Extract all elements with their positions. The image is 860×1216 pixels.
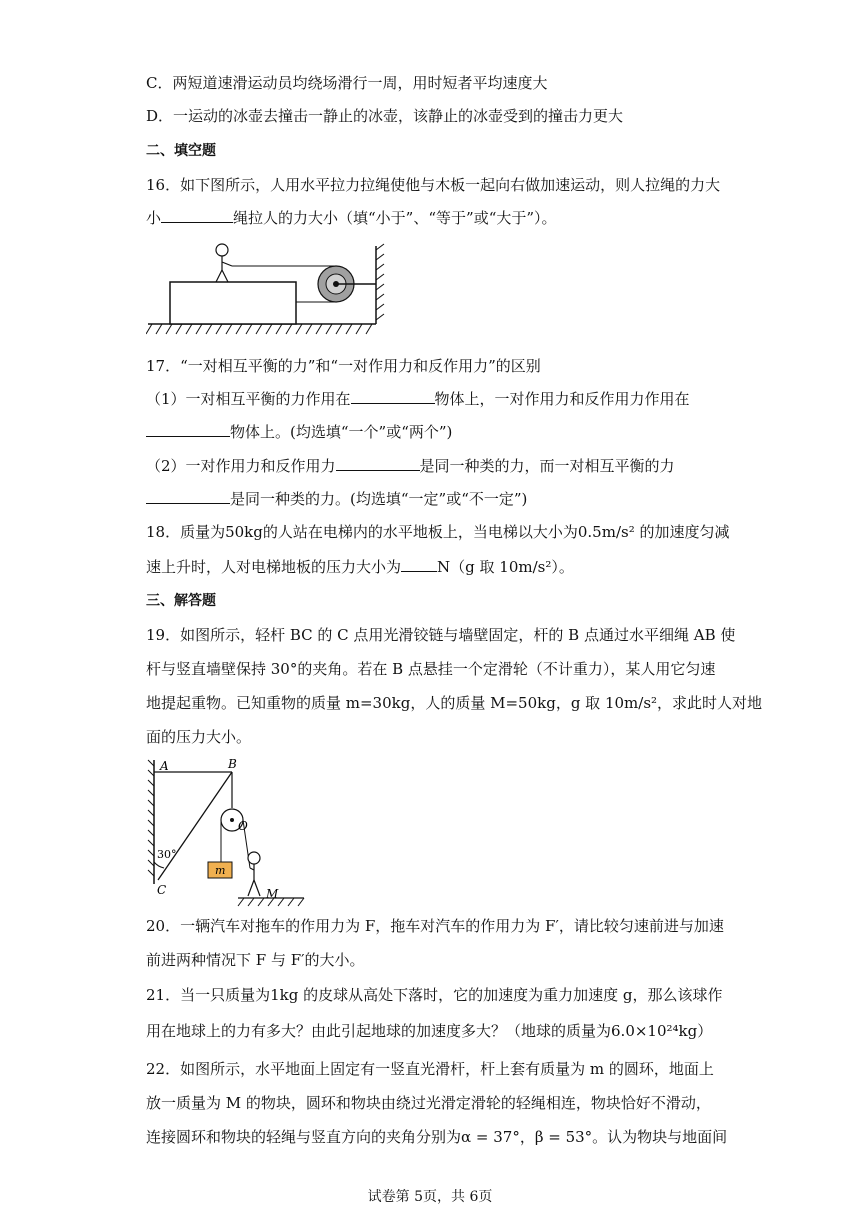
q19-label-c: C [157, 883, 167, 897]
q20-line2: 前进两种情况下 F 与 F′的大小。 [146, 951, 365, 969]
q17-part2-tail: 是同一种类的力。(均选填“一定”或“不一定”) [230, 490, 528, 508]
q22-line3: 连接圆环和物块的轻绳与竖直方向的夹角分别为α = 37°，β = 53°。认为物块与地面间 [146, 1128, 728, 1146]
q17-part2-pre: （2）一对作用力和反作用力 [146, 457, 336, 475]
q17-blank1[interactable] [351, 387, 435, 404]
q18-blank[interactable] [401, 555, 437, 572]
q19-line3: 地提起重物。已知重物的质量 m=30kg，人的质量 M=50kg，g 取 10m/s²，求此时人对地 [146, 694, 763, 712]
q19-label-mm: M [266, 887, 279, 901]
option-d: D．一运动的冰壶去撞击一静止的冰壶，该静止的冰壶受到的撞击力更大 [146, 107, 624, 125]
option-c: C．两短道速滑运动员均绕场滑行一周，用时短者平均速度大 [146, 74, 548, 92]
q17-part1-pre: （1）一对相互平衡的力作用在 [146, 390, 351, 408]
q22-line2: 放一质量为 M 的物块，圆环和物块由绕过光滑定滑轮的轻绳相连，物块恰好不滑动， [146, 1094, 711, 1112]
q19-label-o: O [238, 819, 248, 833]
q16-line2 [146, 206, 557, 229]
q18-line2 [146, 555, 574, 578]
q19-label-m: m [215, 864, 226, 877]
page-footer: 试卷第 5页，共 6页 [367, 1189, 493, 1205]
q18-text-post: N（g 取 10m/s²）。 [437, 558, 574, 576]
section-fill-blank: 二、填空题 [146, 143, 216, 159]
q17-part1-line2 [146, 420, 452, 443]
q21-line2: 用在地球上的力有多大？由此引起地球的加速度多大？（地球的质量为6.0×10²⁴kg） [146, 1022, 713, 1040]
q19-line2: 杆与竖直墙壁保持 30°的夹角。若在 B 点悬挂一个定滑轮（不计重力），某人用它匀速 [146, 660, 716, 678]
q16-line1: 16．如下图所示，人用水平拉力拉绳使他与木板一起向右做加速运动，则人拉绳的力大 [146, 176, 721, 194]
q17-blank4[interactable] [146, 487, 230, 504]
q17-part1-line1 [146, 387, 690, 410]
q19-label-b: B [228, 757, 237, 771]
q17-title: 17．“一对相互平衡的力”和“一对作用力和反作用力”的区别 [146, 357, 541, 375]
q17-part1-tail: 物体上。(均选填“一个”或“两个”) [230, 423, 453, 441]
q19-figure [146, 756, 311, 908]
q18-text-pre: 速上升时，人对电梯地板的压力大小为 [146, 558, 402, 576]
section-answer: 三、解答题 [146, 593, 216, 609]
q20-line1: 20．一辆汽车对拖车的作用力为 F，拖车对汽车的作用力为 F′，请比较匀速前进与加速 [146, 917, 724, 935]
q17-part1-post: 物体上，一对作用力和反作用力作用在 [434, 390, 690, 408]
q21-line1: 21．当一只质量为1kg 的皮球从高处下落时，它的加速度为重力加速度 g，那么该球作 [146, 986, 723, 1004]
q17-part2-line1 [146, 454, 675, 477]
q19-line4: 面的压力大小。 [146, 728, 252, 746]
q19-angle-label: 30° [157, 848, 177, 861]
q16-blank[interactable] [161, 206, 233, 223]
q16-figure [146, 240, 396, 336]
q17-blank2[interactable] [146, 420, 230, 437]
q17-blank3[interactable] [336, 454, 420, 471]
q22-line1: 22．如图所示，水平地面上固定有一竖直光滑杆，杆上套有质量为 m 的圆环，地面上 [146, 1060, 714, 1078]
q18-line1: 18．质量为50kg的人站在电梯内的水平地板上，当电梯以大小为0.5m/s² 的加速度匀减 [146, 523, 730, 541]
q19-line1: 19．如图所示，轻杆 BC 的 C 点用光滑铰链与墙壁固定，杆的 B 点通过水平细绳 AB 使 [146, 626, 736, 644]
q19-label-a: A [160, 759, 169, 773]
q17-part2-line2 [146, 487, 527, 510]
q16-text-post: 绳拉人的力大小（填“小于”、“等于”或“大于”）。 [233, 209, 557, 227]
q16-text-pre: 小 [146, 209, 162, 227]
q17-part2-post: 是同一种类的力，而一对相互平衡的力 [419, 457, 675, 475]
